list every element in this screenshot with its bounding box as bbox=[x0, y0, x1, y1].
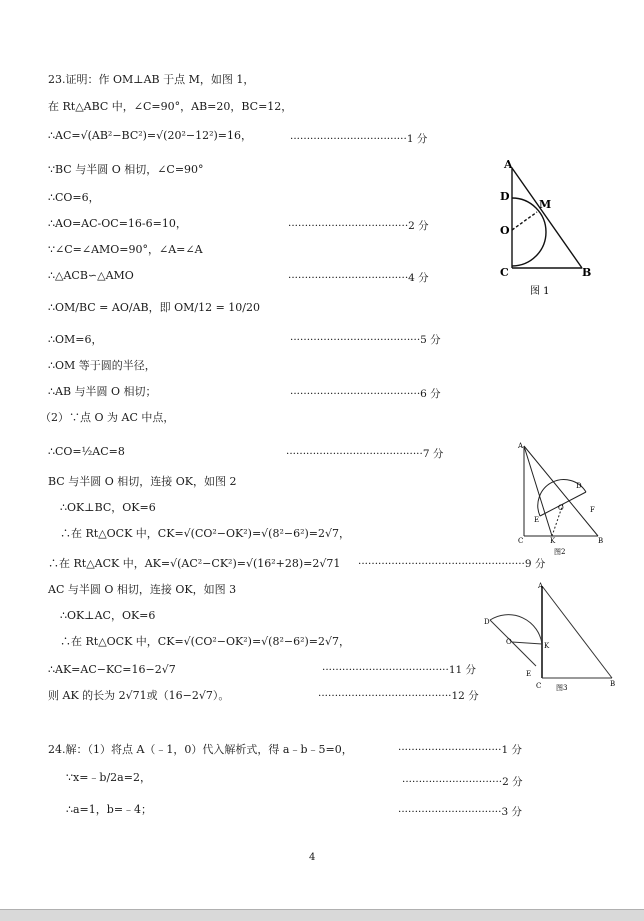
page-bottom-strip bbox=[0, 909, 644, 921]
q23-line-4: ∵BC 与半圆 O 相切，∠C=90° bbox=[48, 163, 204, 176]
page-number: 4 bbox=[309, 852, 316, 863]
fig3-label-e: E bbox=[526, 670, 532, 678]
fig2-label-o: O bbox=[558, 504, 564, 512]
q23-score-11: ······································11 分 bbox=[322, 664, 477, 676]
q23-line-15: BC 与半圆 O 相切，连接 OK，如图 2 bbox=[48, 475, 237, 488]
q23-line-9: ∴OM/BC = AO/AB，即 OM/12 = 10/20 bbox=[48, 301, 260, 314]
fig3-label-o: O bbox=[506, 638, 512, 646]
q23-line-23: 则 AK 的长为 2√71或（16−2√7）。 bbox=[48, 689, 230, 702]
q23-score-2: ····································2 分 bbox=[288, 220, 429, 232]
fig3-label-b: B bbox=[610, 680, 616, 688]
q23-line-13: （2）∵点 O 为 AC 中点， bbox=[40, 411, 175, 424]
q23-line-19: AC 与半圆 O 相切，连接 OK，如图 3 bbox=[48, 583, 237, 596]
figure-2 bbox=[510, 436, 610, 560]
figure-1 bbox=[490, 158, 600, 298]
fig3-side-ab bbox=[542, 586, 612, 678]
fig2-label-a: A bbox=[518, 442, 524, 450]
q24-line-1: 24.解：（1）将点 A（﹣1，0）代入解析式，得 a﹣b﹣5=0， bbox=[48, 743, 353, 756]
q23-line-3: ∴AC=√(AB²−BC²)=√(20²−12²)=16， bbox=[48, 129, 252, 142]
q24-line-3: ∴a=1，b=﹣4； bbox=[66, 803, 153, 816]
fig3-label-k: K bbox=[544, 642, 550, 650]
q23-score-7: ·········································7 分 bbox=[286, 448, 444, 460]
q23-line-2: 在 Rt△ABC 中，∠C=90°，AB=20，BC=12， bbox=[48, 100, 293, 113]
q23-score-4: ····································4 分 bbox=[288, 272, 429, 284]
fig1-caption: 图 1 bbox=[530, 286, 550, 297]
q23-score-6: ·······································6 分 bbox=[290, 388, 441, 400]
fig3-segment-ok bbox=[512, 642, 542, 644]
fig1-label-o: O bbox=[500, 224, 510, 237]
q23-line-10: ∴OM=6， bbox=[48, 333, 103, 346]
q23-line-5: ∴CO=6， bbox=[48, 191, 100, 204]
fig1-label-a: A bbox=[504, 158, 513, 171]
fig1-label-m: M bbox=[539, 198, 552, 211]
q23-score-1: ···································1 分 bbox=[290, 133, 428, 145]
q23-line-8: ∴△ACB∽△AMO bbox=[48, 269, 134, 282]
q23-line-1: 23.证明：作 OM⊥AB 于点 M，如图 1， bbox=[48, 73, 255, 86]
q23-line-11: ∴OM 等于圆的半径， bbox=[48, 359, 156, 372]
fig1-label-c: C bbox=[500, 266, 509, 279]
fig1-label-b: B bbox=[582, 266, 592, 279]
fig2-label-b: B bbox=[598, 537, 604, 545]
fig2-label-d: D bbox=[576, 482, 582, 490]
q23-score-5: ·······································5 分 bbox=[290, 334, 441, 346]
q23-line-16: ∴OK⊥BC，OK=6 bbox=[60, 501, 156, 514]
q23-line-18: ∴在 Rt△ACK 中，AK=√(AC²−CK²)=√(16²+28)=2√71 bbox=[48, 557, 341, 570]
q23-line-20: ∴OK⊥AC，OK=6 bbox=[60, 609, 156, 622]
q24-line-2: ∵x=﹣b/2a=2， bbox=[66, 771, 151, 784]
q23-line-12: ∴AB 与半圆 O 相切； bbox=[48, 385, 157, 398]
fig3-semicircle bbox=[490, 615, 542, 644]
q23-score-9: ··················································9 分 bbox=[358, 558, 546, 570]
fig2-label-k: K bbox=[550, 537, 556, 545]
fig1-label-d: D bbox=[500, 190, 510, 203]
fig3-caption: 图3 bbox=[556, 684, 568, 692]
q23-line-17: ∴在 Rt△OCK 中，CK=√(CO²−OK²)=√(8²−6²)=2√7， bbox=[60, 527, 351, 540]
q24-score-3: ·······························3 分 bbox=[398, 806, 522, 818]
q23-line-21: ∴在 Rt△OCK 中，CK=√(CO²−OK²)=√(8²−6²)=2√7， bbox=[60, 635, 351, 648]
fig1-om-segment bbox=[512, 212, 537, 230]
fig3-label-a: A bbox=[538, 582, 544, 590]
q24-score-2: ······························2 分 bbox=[402, 776, 523, 788]
fig2-label-c: C bbox=[518, 537, 524, 545]
q24-score-1: ·······························1 分 bbox=[398, 744, 522, 756]
fig1-side-ab bbox=[512, 168, 582, 268]
q23-line-6: ∴AO=AC-OC=16-6=10， bbox=[48, 217, 187, 230]
fig3-label-c: C bbox=[536, 682, 542, 690]
fig2-caption: 图2 bbox=[554, 548, 566, 556]
q23-line-7: ∵∠C=∠AMO=90°，∠A=∠A bbox=[48, 243, 203, 256]
figure-3 bbox=[476, 580, 620, 696]
fig2-label-e: E bbox=[534, 516, 540, 524]
q23-score-12: ········································12 分 bbox=[318, 690, 479, 702]
fig2-label-f: F bbox=[590, 506, 595, 514]
q23-line-22: ∴AK=AC−KC=16−2√7 bbox=[48, 663, 176, 676]
q23-line-14: ∴CO=½AC=8 bbox=[48, 445, 125, 458]
fig3-label-d: D bbox=[484, 618, 490, 626]
